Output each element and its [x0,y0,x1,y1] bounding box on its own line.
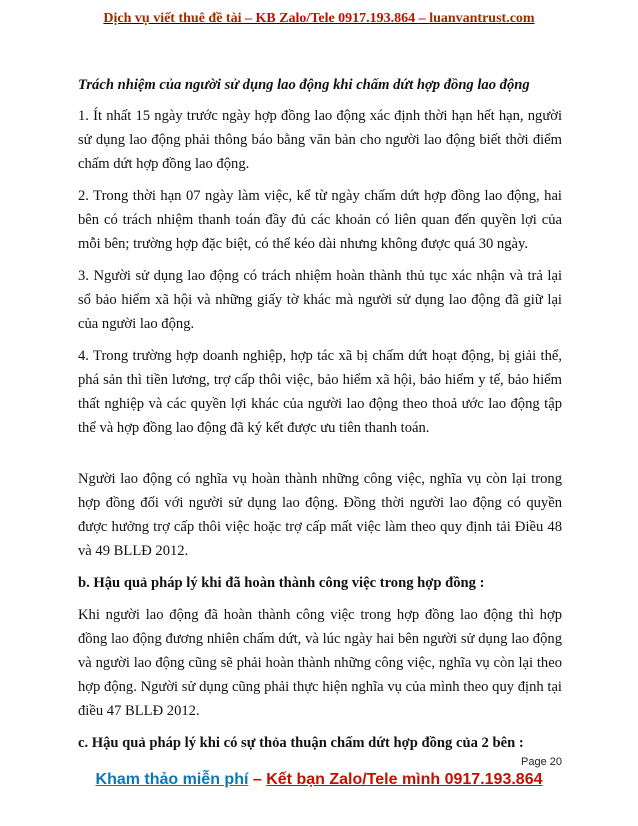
footer-free-reference-link[interactable]: Kham thảo miễn phí [95,771,249,788]
footer-separator: – [248,771,267,788]
header-service-text: Dịch vụ viết thuê đề tài [103,11,242,26]
paragraph-item-1: 1. Ít nhất 15 ngày trước ngày hợp đồng lao động xác định thời hạn hết hạn, người sử dụng lao động phải thông báo bằng văn bản cho người lao động biết thời điểm chấm dứt hợp đồng lao động. [78,108,562,172]
document-body [78,74,562,763]
header-website-link[interactable]: luanvantrust.com [429,11,535,26]
heading-c: c. Hậu quả pháp lý khi có sự thỏa thuận chấm dứt hợp đồng của 2 bên : [78,735,524,751]
section-title: Trách nhiệm của người sử dụng lao động khi chấm dứt hợp đồng lao động [78,77,530,93]
paragraph-b: Khi người lao động đã hoàn thành công việc trong hợp đồng lao động thì hợp đồng lao động đương nhiên chấm dứt, và lúc ngày hai bên người sử dụng lao động và người lao động cũng sẽ phải hoàn thành những công việc, nghĩa vụ còn lại theo hợp động. Người sử dụng cũng phải thực hiện nghĩa vụ của mình theo quy định tại điều 47 BLLĐ 2012. [78,607,562,719]
header-contact-text: – KB Zalo/Tele 0917.193.864 – [241,11,430,26]
page-number: Page 20 [521,756,562,768]
paragraph-item-3: 3. Người sử dụng lao động có trách nhiệm hoàn thành thủ tục xác nhận và trả lại sổ bảo hiểm xã hội và những giấy tờ khác mà người sử dụng lao động đã giữ lại của người lao động. [78,268,562,332]
page-header [0,11,638,27]
paragraph-item-4: 4. Trong trường hợp doanh nghiệp, hợp tác xã bị chấm dứt hoạt động, bị giải thể, phá sản thì tiền lương, trợ cấp thôi việc, bảo hiểm xã hội, bảo hiểm y tế, bảo hiểm thất nghiệp và các quyền lợi khác của người lao động theo thoả ước lao động tập thể và hợp đồng lao động đã ký kết được ưu tiên thanh toán. [78,348,562,436]
page-footer [0,771,638,789]
paragraph-item-2: 2. Trong thời hạn 07 ngày làm việc, kể từ ngày chấm dứt hợp đồng lao động, hai bên có trách nhiệm thanh toán đầy đủ các khoản có liên quan đến quyền lợi của mỗi bên; trường hợp đặc biệt, có thể kéo dài nhưng không được quá 30 ngày. [78,188,562,252]
footer-contact-link[interactable]: Kết bạn Zalo/Tele mình 0917.193.864 [266,771,543,788]
paragraph-worker-duties: Người lao động có nghĩa vụ hoàn thành những công việc, nghĩa vụ còn lại trong hợp đồng đối với người sử dụng lao động. Đồng thời người lao động có quyền được hưởng trợ cấp thôi việc hoặc trợ cấp mất việc làm theo quy định tải Điều 48 và 49 BLLĐ 2012. [78,471,562,559]
heading-b: b. Hậu quả pháp lý khi đã hoàn thành công việc trong hợp đồng : [78,575,485,591]
